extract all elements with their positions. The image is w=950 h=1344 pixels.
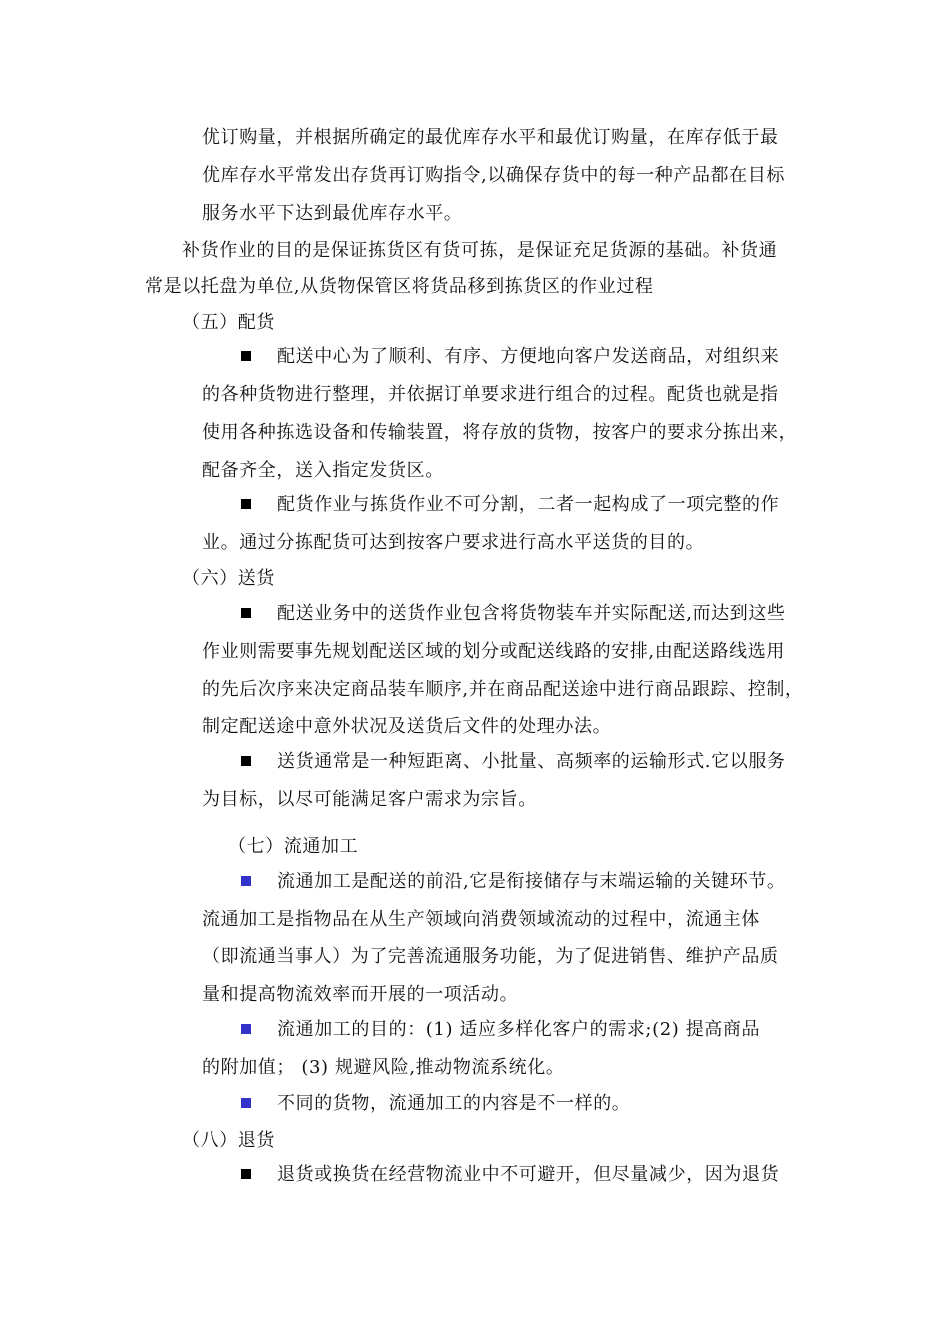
square-bullet-icon [241,1024,251,1034]
para-line: 的先后次序来决定商品装车顺序,并在商品配送途中进行商品跟踪、控制， [202,679,804,700]
para-line: 业。通过分拣配货可达到按客户要求进行高水平送货的目的。 [202,532,705,553]
square-bullet-icon [241,876,251,886]
para-line: 流通加工是指物品在从生产领域向消费领域流动的过程中，流通主体 [202,909,760,930]
para-line: 为目标，以尽可能满足客户需求为宗旨。 [202,789,537,810]
para-line: 不同的货物，流通加工的内容是不一样的。 [277,1093,631,1114]
section-heading: （七）流通加工 [228,836,359,857]
para-line: 作业则需要事先规划配送区域的划分或配送线路的安排,由配送路线选用 [202,641,785,662]
para-line: （即流通当事人）为了完善流通服务功能，为了促进销售、维护产品质 [202,946,779,967]
para-line: 退货或换货在经营物流业中不可避开，但尽量减少，因为退货 [277,1164,780,1185]
para-line: 配送业务中的送货作业包含将货物装车并实际配送,而达到这些 [277,603,786,624]
para-line: 的各种货物进行整理，并依据订单要求进行组合的过程。配货也就是指 [202,384,779,405]
para-line: 流通加工是配送的前沿,它是衔接储存与末端运输的关键环节。 [277,871,786,892]
para-line: 量和提高物流效率而开展的一项活动。 [202,984,519,1005]
para-line: 制定配送途中意外状况及送货后文件的处理办法。 [202,716,612,737]
para-line: 的附加值； (3) 规避风险,推动物流系统化。 [202,1057,565,1078]
section-heading: （五）配货 [182,312,275,333]
para-line: 常是以托盘为单位,从货物保管区将货品移到拣货区的作业过程 [145,276,654,297]
para-line: 优订购量，并根据所确定的最优库存水平和最优订购量，在库存低于最 [202,127,779,148]
para-line: 优库存水平常发出存货再订购指令,以确保存货中的每一种产品都在目标 [202,165,785,186]
para-line: 配备齐全，送入指定发货区。 [202,460,444,481]
square-bullet-icon [241,1169,251,1179]
para-line: 补货作业的目的是保证拣货区有货可拣，是保证充足货源的基础。补货通 [182,240,778,261]
square-bullet-icon [241,351,251,361]
para-line: 流通加工的目的：(1) 适应多样化客户的需求;(2) 提高商品 [277,1019,761,1040]
square-bullet-icon [241,499,251,509]
para-line: 送货通常是一种短距离、小批量、高频率的运输形式.它以服务 [277,751,786,772]
para-line: 服务水平下达到最优库存水平。 [202,203,463,224]
square-bullet-icon [241,608,251,618]
square-bullet-icon [241,756,251,766]
section-heading: （六）送货 [182,568,275,589]
section-heading: （八）退货 [182,1130,275,1151]
para-line: 配送中心为了顺利、有序、方便地向客户发送商品，对组织来 [277,346,780,367]
square-bullet-icon [241,1098,251,1108]
para-line: 配货作业与拣货作业不可分割，二者一起构成了一项完整的作 [277,494,780,515]
para-line: 使用各种拣选设备和传输装置，将存放的货物，按客户的要求分拣出来， [202,422,798,443]
